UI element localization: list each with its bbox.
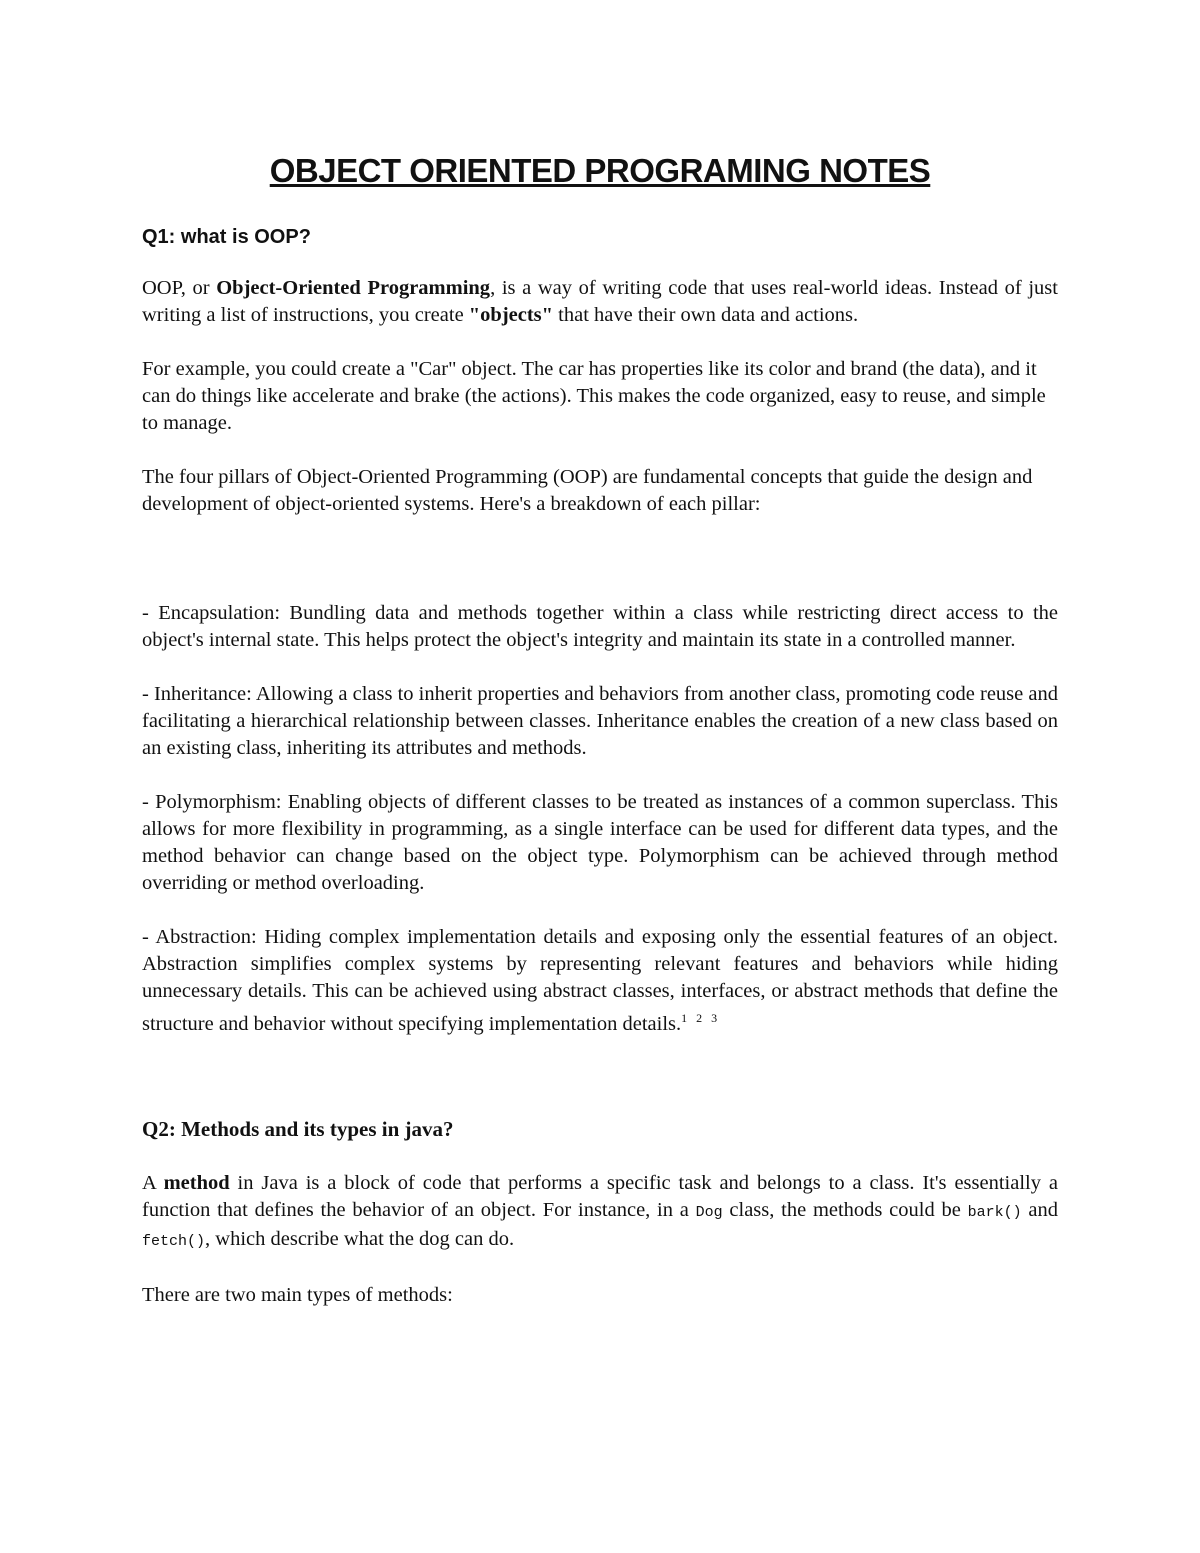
q1-p1-bold-objects: "objects" xyxy=(468,304,554,326)
code-fetch: fetch() xyxy=(142,1232,206,1250)
q1-paragraph-definition xyxy=(142,275,1058,329)
q2-p1-text-c: in Java is a block of code that performs a specific task and belongs to a class. It's essentially a function that defines the behavior of an object. For instance, in a xyxy=(142,1171,1058,1221)
q2-heading: Q2: Methods and its types in java? xyxy=(142,1116,454,1141)
q1-heading: Q1: what is OOP? xyxy=(142,226,311,248)
pillar-inheritance: - Inheritance: Allowing a class to inherit properties and behaviors from another class, promoting code reuse and facilitating a hierarchical relationship between classes. Inheritance enables the creation of a new class based on an existing class, inheriting its attributes and methods. xyxy=(142,683,1058,759)
document-title: OBJECT ORIENTED PROGRAMING NOTES xyxy=(269,152,931,189)
q2-p1-text-a: A xyxy=(142,1171,164,1194)
code-bark: bark() xyxy=(967,1203,1022,1221)
q2-p1-text-f: , which describe what the dog can do. xyxy=(205,1227,515,1250)
q1-p1-text-c: , is a way of writing code that uses real-world ideas. Instead of just writing a list of instructions, you create xyxy=(142,277,1058,326)
pillar-abstraction-text: - Abstraction: Hiding complex implementation details and exposing only the essential features of an object. Abstraction simplifies complex systems by representing relevant features and behaviors while hiding unnecessary details. This can be achieved using abstract classes, interfaces, or abstract methods that define the structure and behavior without specifying implementation details. xyxy=(142,926,1058,1035)
pillar-encapsulation: - Encapsulation: Bundling data and methods together within a class while restricting direct access to the object's internal state. This helps protect the object's integrity and maintain its state in a controlled manner. xyxy=(142,602,1058,651)
q1-paragraph-example: For example, you could create a "Car" object. The car has properties like its color and brand (the data), and it can do things like accelerate and brake (the actions). This makes the code organized, easy to reuse, and simple to manage. xyxy=(142,358,1046,434)
q1-p1-text-e: that have their own data and actions. xyxy=(553,304,859,326)
pillar-polymorphism: - Polymorphism: Enabling objects of different classes to be treated as instances of a common superclass. This allows for more flexibility in programming, as a single interface can be used for different data types, and the method behavior can change based on the object type. Polymorphism can be achieved through method overriding or method overloading. xyxy=(142,791,1058,894)
q2-p1-text-e: and xyxy=(1021,1198,1058,1221)
document-page xyxy=(142,140,1058,1309)
q2-p1-text-d: class, the methods could be xyxy=(722,1198,968,1221)
q1-paragraph-pillars-intro: The four pillars of Object-Oriented Programming (OOP) are fundamental concepts that guide the design and development of object-oriented systems. Here's a breakdown of each pillar: xyxy=(142,466,1033,515)
q1-p1-bold-term: Object-Oriented Programming xyxy=(216,277,491,299)
footnote-references: 1 2 3 xyxy=(681,1011,721,1025)
q2-paragraph-types-intro: There are two main types of methods: xyxy=(142,1283,453,1306)
q2-paragraph-method xyxy=(142,1170,1058,1255)
q2-p1-bold-method: method xyxy=(163,1171,230,1194)
code-dog: Dog xyxy=(695,1203,723,1221)
q1-p1-text-a: OOP, or xyxy=(142,277,217,299)
pillar-abstraction xyxy=(142,924,1058,1038)
